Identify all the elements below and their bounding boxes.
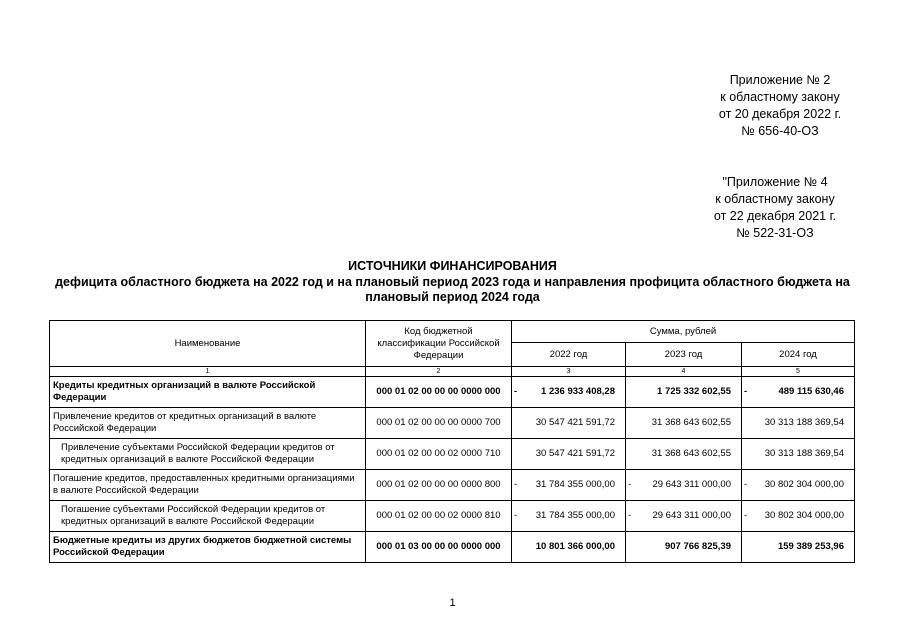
sum-2023 — [626, 408, 742, 439]
column-number: 3 — [512, 367, 626, 377]
row-name: Погашение субъектами Российской Федерации кредитов от кредитных организаций в валюте Российской Федерации — [50, 501, 366, 532]
sum-2022 — [512, 470, 626, 501]
sum-2022 — [512, 501, 626, 532]
row-code: 000 01 02 00 00 02 0000 810 — [366, 501, 512, 532]
table-row — [50, 501, 855, 532]
table-row — [50, 532, 855, 563]
sum-value: 907 766 825,39 — [664, 541, 731, 552]
sum-2023 — [626, 439, 742, 470]
sum-value: 10 801 366 000,00 — [535, 541, 615, 552]
row-code: 000 01 02 00 00 00 0000 700 — [366, 408, 512, 439]
sum-value: 30 547 421 591,72 — [535, 448, 615, 459]
column-number: 4 — [626, 367, 742, 377]
sum-2023 — [626, 377, 742, 408]
sum-2024 — [742, 532, 855, 563]
row-code: 000 01 03 00 00 00 0000 000 — [366, 532, 512, 563]
table-row — [50, 470, 855, 501]
sum-value: 1 725 332 602,55 — [657, 386, 731, 397]
annex-law-ref: к областному закону — [720, 90, 840, 104]
document-subtitle-line2: плановый период 2024 года — [365, 290, 540, 304]
annex-law-ref: к областному закону — [715, 192, 835, 206]
minus-sign: - — [514, 510, 518, 521]
minus-sign: - — [514, 479, 518, 490]
header-year-2022: 2022 год — [512, 343, 626, 367]
sum-value: 489 115 630,46 — [778, 386, 844, 397]
minus-sign: - — [628, 510, 632, 521]
sum-value: 30 547 421 591,72 — [535, 417, 615, 428]
sum-2023 — [626, 470, 742, 501]
sum-value: 29 643 311 000,00 — [652, 479, 731, 490]
financing-sources-table — [49, 320, 855, 563]
column-number-row — [50, 367, 855, 377]
header-year-2024: 2024 год — [742, 343, 855, 367]
sum-2024 — [742, 501, 855, 532]
sum-2022 — [512, 439, 626, 470]
sum-value: 31 368 643 602,55 — [651, 448, 731, 459]
sum-value: 29 643 311 000,00 — [652, 510, 731, 521]
sum-value: 31 784 355 000,00 — [535, 510, 615, 521]
table-row — [50, 377, 855, 408]
sum-2023 — [626, 532, 742, 563]
annex-law-number: № 656-40-ОЗ — [741, 124, 819, 138]
annex-law-date: от 20 декабря 2022 г. — [718, 107, 842, 121]
annex-reference-current — [705, 72, 855, 140]
row-name: Привлечение кредитов от кредитных организаций в валюте Российской Федерации — [50, 408, 366, 439]
document-subtitle-line1: дефицита областного бюджета на 2022 год и на плановый период 2023 года и направления профицита областного бюджета на — [55, 275, 850, 289]
sum-value: 30 313 188 369,54 — [764, 448, 844, 459]
header-sum: Сумма, рублей — [512, 321, 855, 343]
annex-title: "Приложение № 4 — [722, 175, 828, 189]
sum-2022 — [512, 408, 626, 439]
sum-2024 — [742, 470, 855, 501]
minus-sign: - — [628, 479, 632, 490]
annex-title: Приложение № 2 — [729, 73, 831, 87]
sum-2024 — [742, 439, 855, 470]
sum-value: 30 313 188 369,54 — [764, 417, 844, 428]
header-year-2023: 2023 год — [626, 343, 742, 367]
row-name: Кредиты кредитных организаций в валюте Российской Федерации — [50, 377, 366, 408]
sum-2023 — [626, 501, 742, 532]
minus-sign: - — [514, 386, 518, 397]
sum-value: 159 389 253,96 — [777, 541, 844, 552]
row-name: Привлечение субъектами Российской Федерации кредитов от кредитных организаций в валюте Российской Федерации — [50, 439, 366, 470]
sum-2022 — [512, 377, 626, 408]
minus-sign: - — [744, 386, 748, 397]
sum-value: 31 368 643 602,55 — [651, 417, 731, 428]
column-number: 5 — [742, 367, 855, 377]
minus-sign: - — [744, 510, 748, 521]
sum-value: 31 784 355 000,00 — [535, 479, 615, 490]
table-row — [50, 408, 855, 439]
header-name: Наименование — [50, 321, 366, 367]
document-title: ИСТОЧНИКИ ФИНАНСИРОВАНИЯ — [348, 259, 557, 273]
header-code: Код бюджетной классификации Российской Федерации — [366, 321, 512, 367]
row-code: 000 01 02 00 00 00 0000 000 — [366, 377, 512, 408]
sum-2024 — [742, 377, 855, 408]
sum-2024 — [742, 408, 855, 439]
column-number: 2 — [366, 367, 512, 377]
minus-sign: - — [744, 479, 748, 490]
row-name: Погашение кредитов, предоставленных кредитными организациями в валюте Российской Федерации — [50, 470, 366, 501]
row-code: 000 01 02 00 00 00 0000 800 — [366, 470, 512, 501]
annex-reference-amended — [700, 174, 850, 242]
row-code: 000 01 02 00 00 02 0000 710 — [366, 439, 512, 470]
column-number: 1 — [50, 367, 366, 377]
page-number: 1 — [449, 597, 456, 609]
table-row — [50, 439, 855, 470]
annex-law-number: № 522-31-ОЗ — [736, 226, 814, 240]
annex-law-date: от 22 декабря 2021 г. — [713, 209, 837, 223]
sum-value: 30 802 304 000,00 — [764, 510, 844, 521]
sum-2022 — [512, 532, 626, 563]
sum-value: 30 802 304 000,00 — [764, 479, 844, 490]
sum-value: 1 236 933 408,28 — [541, 386, 615, 397]
row-name: Бюджетные кредиты из других бюджетов бюджетной системы Российской Федерации — [50, 532, 366, 563]
